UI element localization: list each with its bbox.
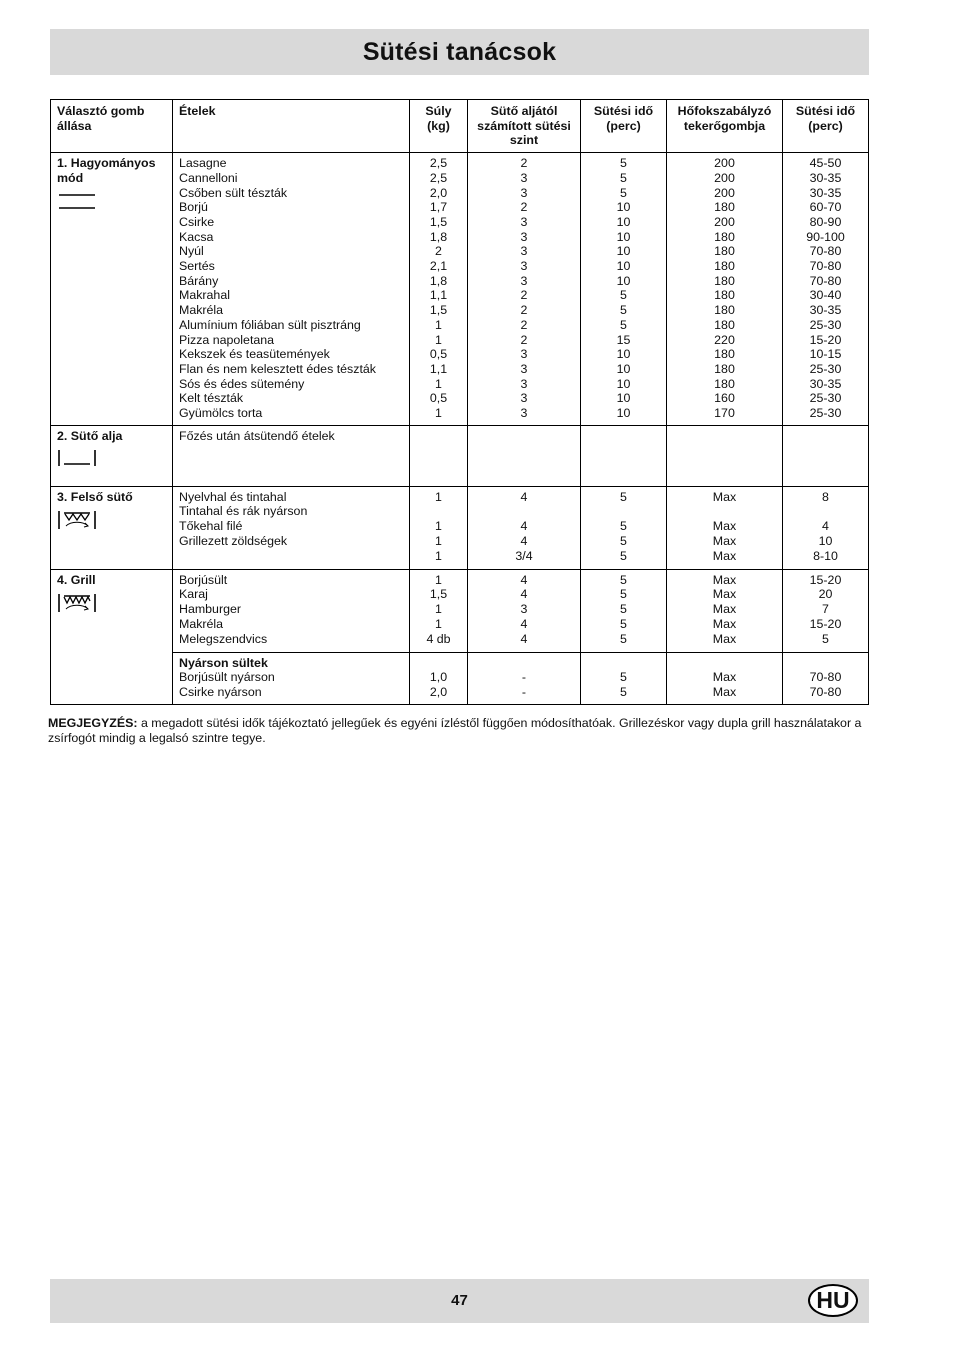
preheat-value: 10 [616, 229, 631, 244]
weight-value: 1,0 [429, 670, 448, 685]
food-item: Sertés [179, 259, 215, 274]
weight-value: 2,0 [429, 685, 448, 700]
level-value: - [521, 670, 527, 685]
conventional-mode-icon [57, 190, 166, 212]
weight-value: 1,5 [429, 303, 448, 318]
time-value: 45-50 [809, 156, 842, 171]
food-item: Borjúsült nyárson [179, 670, 275, 685]
table-row [51, 569, 869, 652]
level-value: 4 [520, 519, 528, 534]
preheat-value: 10 [616, 273, 631, 288]
mode-cell [51, 153, 173, 426]
level-value: 2 [520, 200, 528, 215]
page-title: Sütési tanácsok [362, 37, 557, 66]
spacer [416, 656, 461, 671]
time-value: 70-80 [809, 273, 842, 288]
food-item: Sós és édes sütemény [179, 376, 305, 391]
temp-value: Max [712, 670, 737, 685]
temp-value: 160 [714, 391, 735, 406]
food-item: Grillezett zöldségek [179, 533, 288, 548]
temp-value: Max [712, 489, 737, 504]
temp-value: 180 [714, 376, 735, 391]
level-value: 3 [520, 406, 528, 421]
preheat-value: 5 [620, 548, 627, 563]
level-value: 3 [520, 185, 528, 200]
time-cell [783, 569, 869, 652]
food-item: Pizza napoletana [179, 332, 275, 347]
time-value: 60-70 [809, 200, 842, 215]
level-value: 3 [520, 273, 528, 288]
header-level: Sütő aljától számított sütési szint [468, 100, 581, 153]
header-mode: Választó gomb állása [51, 100, 173, 153]
table-row [51, 425, 869, 486]
preheat-value: 10 [616, 391, 631, 406]
food-item: Gyümölcs torta [179, 406, 263, 421]
preheat-value: 5 [620, 317, 627, 332]
weight-value: 1 [435, 602, 442, 617]
table-header-row [51, 100, 869, 153]
level-value: 2 [520, 317, 528, 332]
temp-value: Max [712, 572, 737, 587]
preheat-value: 5 [620, 185, 627, 200]
temp-value: 200 [714, 156, 735, 171]
header-food: Ételek [173, 100, 410, 153]
food-item: Karaj [179, 587, 208, 602]
weight-value: 1,5 [429, 587, 448, 602]
spacer [474, 656, 574, 671]
food-item: Főzés után átsütendő ételek [179, 428, 335, 443]
preheat-value: 5 [620, 602, 627, 617]
temp-value: 180 [714, 244, 735, 259]
preheat-value: 5 [620, 288, 627, 303]
temp-value: Max [712, 533, 737, 548]
preheat-value [587, 504, 660, 519]
food-item: Melegszendvics [179, 631, 268, 646]
food-item: Csőben sült tészták [179, 185, 288, 200]
header-preheat: Sütési idő (perc) [581, 100, 667, 153]
time-cell [783, 486, 869, 569]
mode-label: 2. Sütő alja [57, 428, 123, 443]
temp-value: 180 [714, 288, 735, 303]
time-value: 10 [818, 533, 833, 548]
level-value: - [521, 685, 527, 700]
food-cell [173, 425, 410, 486]
weight-value: 1,8 [429, 229, 448, 244]
time-value: 30-35 [809, 303, 842, 318]
preheat-value: 5 [620, 616, 627, 631]
preheat-value: 10 [616, 200, 631, 215]
food-item: Cannelloni [179, 170, 238, 185]
weight-value: 1 [435, 572, 442, 587]
header-temp: Hőfokszabályzó tekerőgombja [667, 100, 783, 153]
level-cell [468, 425, 581, 486]
weight-value: 1 [435, 376, 442, 391]
cooking-tips-table [50, 99, 869, 705]
level-value: 4 [520, 572, 528, 587]
temp-value: Max [712, 616, 737, 631]
time-value: 20 [818, 587, 833, 602]
weight-value: 1 [435, 519, 442, 534]
weight-value: 1 [435, 489, 442, 504]
preheat-value: 5 [620, 519, 627, 534]
country-code-badge: HU [808, 1284, 858, 1317]
time-value: 30-35 [809, 170, 842, 185]
preheat-value: 5 [620, 631, 627, 646]
temp-value: Max [712, 685, 737, 700]
time-value: 25-30 [809, 391, 842, 406]
food-item: Kelt tészták [179, 391, 244, 406]
level-value: 3 [520, 376, 528, 391]
food-item: Nyelvhal és tintahal [179, 489, 287, 504]
table-row-spit [51, 652, 869, 704]
level-value: 3/4 [515, 548, 533, 563]
temp-value: Max [712, 548, 737, 563]
level-value: 4 [520, 587, 528, 602]
preheat-value: 10 [616, 214, 631, 229]
temp-value: 200 [714, 214, 735, 229]
time-value: 4 [822, 519, 829, 534]
time-value: 90-100 [806, 229, 845, 244]
weight-cell [410, 425, 468, 486]
time-value: 80-90 [809, 214, 842, 229]
preheat-value: 10 [616, 406, 631, 421]
temp-value: Max [712, 602, 737, 617]
temp-value: Max [712, 631, 737, 646]
temp-cell [667, 153, 783, 426]
note-label: MEGJEGYZÉS: [48, 716, 138, 730]
time-value: 7 [822, 602, 829, 617]
weight-value: 1,7 [429, 200, 448, 215]
weight-value: 2,5 [429, 156, 448, 171]
food-item: Kacsa [179, 229, 214, 244]
level-value: 3 [520, 361, 528, 376]
weight-value: 0,5 [429, 347, 448, 362]
temp-cell [667, 569, 783, 652]
food-item: Tőkehal filé [179, 519, 243, 534]
level-value: 3 [520, 602, 528, 617]
preheat-cell [581, 569, 667, 652]
temp-value: 180 [714, 317, 735, 332]
temp-value: Max [712, 519, 737, 534]
level-cell [468, 153, 581, 426]
table-row [51, 486, 869, 569]
temp-value: 220 [714, 332, 735, 347]
mode-label: 4. Grill [57, 572, 96, 587]
preheat-cell [581, 652, 667, 704]
level-value: 3 [520, 347, 528, 362]
spacer [789, 656, 862, 671]
preheat-value: 5 [620, 156, 627, 171]
food-item: Flan és nem kelesztett édes tészták [179, 361, 376, 376]
time-value: 30-40 [809, 288, 842, 303]
preheat-value: 5 [620, 533, 627, 548]
food-item: Alumínium fóliában sült pisztráng [179, 317, 361, 332]
preheat-value: 10 [616, 259, 631, 274]
table-row [51, 153, 869, 426]
double-grill-icon [57, 591, 166, 615]
food-cell [173, 153, 410, 426]
preheat-value: 10 [616, 347, 631, 362]
food-item: Bárány [179, 273, 219, 288]
temp-value: 180 [714, 200, 735, 215]
weight-value: 2,1 [429, 259, 448, 274]
temp-value: 180 [714, 347, 735, 362]
time-value: 8 [822, 489, 829, 504]
time-cell [783, 425, 869, 486]
temp-cell [667, 486, 783, 569]
food-cell [173, 486, 410, 569]
time-value: 25-30 [809, 317, 842, 332]
level-value: 3 [520, 244, 528, 259]
food-item: Makréla [179, 303, 224, 318]
weight-value: 1 [435, 317, 442, 332]
time-value: 70-80 [809, 685, 842, 700]
level-value: 2 [520, 303, 528, 318]
food-item: Tintahal és rák nyárson [179, 504, 308, 519]
food-item: Kekszek és teasütemények [179, 347, 330, 362]
temp-value: 180 [714, 273, 735, 288]
level-value: 2 [520, 156, 528, 171]
mode-label: 1. Hagyományos mód [57, 156, 156, 185]
time-value: 15-20 [809, 616, 842, 631]
preheat-value: 10 [616, 361, 631, 376]
food-item: Makréla [179, 616, 224, 631]
weight-value: 1,1 [429, 361, 448, 376]
level-value: 4 [520, 631, 528, 646]
weight-cell [410, 486, 468, 569]
level-value: 2 [520, 332, 528, 347]
level-value: 3 [520, 170, 528, 185]
time-value: 25-30 [809, 361, 842, 376]
temp-value: 200 [714, 170, 735, 185]
weight-value: 1 [435, 548, 442, 563]
time-value: 25-30 [809, 406, 842, 421]
weight-value: 1,8 [429, 273, 448, 288]
mode-label: 3. Felső sütő [57, 489, 133, 504]
level-value: 3 [520, 229, 528, 244]
temp-cell [667, 652, 783, 704]
preheat-value: 5 [620, 170, 627, 185]
time-value: 70-80 [809, 244, 842, 259]
food-item: Nyúl [179, 244, 204, 259]
time-value: 70-80 [809, 259, 842, 274]
weight-value: 1,1 [429, 288, 448, 303]
temp-value: 180 [714, 361, 735, 376]
page-number: 47 [451, 1292, 468, 1309]
level-value: 4 [520, 616, 528, 631]
food-item: Csirke nyárson [179, 685, 262, 700]
time-cell [783, 652, 869, 704]
preheat-value: 5 [620, 587, 627, 602]
temp-value: 180 [714, 303, 735, 318]
temp-value: 200 [714, 185, 735, 200]
time-value: 15-20 [809, 572, 842, 587]
weight-value: 1 [435, 332, 442, 347]
header-time: Sütési idő (perc) [783, 100, 869, 153]
top-grill-icon [57, 508, 166, 532]
level-cell [468, 569, 581, 652]
preheat-cell [581, 486, 667, 569]
level-value: 3 [520, 391, 528, 406]
level-value: 2 [520, 288, 528, 303]
time-value: 30-35 [809, 185, 842, 200]
weight-value: 1 [435, 616, 442, 631]
preheat-value: 5 [620, 572, 627, 587]
note [48, 716, 868, 746]
level-value [474, 504, 574, 519]
weight-cell [410, 652, 468, 704]
time-value: 15-20 [809, 332, 842, 347]
temp-cell [667, 425, 783, 486]
time-value: 8-10 [813, 548, 838, 563]
spacer [673, 656, 776, 671]
food-cell [173, 652, 410, 704]
weight-value: 1 [435, 533, 442, 548]
spacer [587, 656, 660, 671]
level-value: 3 [520, 214, 528, 229]
note-text: a megadott sütési idők tájékoztató jellegűek és egyéni ízléstől függően módosíthatóak. Grillezéskor vagy dupla grill használatakor a zsírfogót mindig a legalsó szintre tegye. [48, 716, 862, 745]
temp-value: 180 [714, 229, 735, 244]
preheat-value: 10 [616, 376, 631, 391]
food-item: Makrahal [179, 288, 230, 303]
weight-cell [410, 569, 468, 652]
weight-value: 1,5 [429, 214, 448, 229]
weight-value: 0,5 [429, 391, 448, 406]
bottom-heat-icon [57, 447, 166, 469]
spit-heading: Nyárson sültek [179, 655, 268, 670]
preheat-cell [581, 153, 667, 426]
level-value: 3 [520, 259, 528, 274]
mode-cell [51, 569, 173, 704]
weight-cell [410, 153, 468, 426]
preheat-value: 5 [620, 489, 627, 504]
footer-bar [50, 1279, 869, 1323]
time-value: 70-80 [809, 670, 842, 685]
food-item: Lasagne [179, 156, 227, 171]
mode-cell [51, 486, 173, 569]
time-cell [783, 153, 869, 426]
preheat-value: 15 [616, 332, 631, 347]
weight-value: 1 [435, 406, 442, 421]
time-value: 30-35 [809, 376, 842, 391]
preheat-value: 5 [620, 685, 627, 700]
temp-value: 170 [714, 406, 735, 421]
time-value: 5 [822, 631, 829, 646]
weight-value: 2,5 [429, 170, 448, 185]
title-bar [50, 29, 869, 75]
food-cell [173, 569, 410, 652]
level-value: 4 [520, 533, 528, 548]
time-value [789, 504, 862, 519]
level-cell [468, 652, 581, 704]
level-cell [468, 486, 581, 569]
time-value: 10-15 [809, 347, 842, 362]
preheat-cell [581, 425, 667, 486]
level-value: 4 [520, 489, 528, 504]
weight-value: 2 [435, 244, 442, 259]
food-item: Csirke [179, 214, 215, 229]
food-item: Hamburger [179, 602, 241, 617]
preheat-value: 10 [616, 244, 631, 259]
temp-value: 180 [714, 259, 735, 274]
weight-value [416, 504, 461, 519]
weight-value: 4 db [426, 631, 451, 646]
weight-value: 2,0 [429, 185, 448, 200]
temp-value: Max [712, 587, 737, 602]
food-item: Borjú [179, 200, 208, 215]
mode-cell [51, 425, 173, 486]
food-item: Borjúsült [179, 572, 228, 587]
header-weight: Súly (kg) [410, 100, 468, 153]
preheat-value: 5 [620, 303, 627, 318]
temp-value [673, 504, 776, 519]
preheat-value: 5 [620, 670, 627, 685]
